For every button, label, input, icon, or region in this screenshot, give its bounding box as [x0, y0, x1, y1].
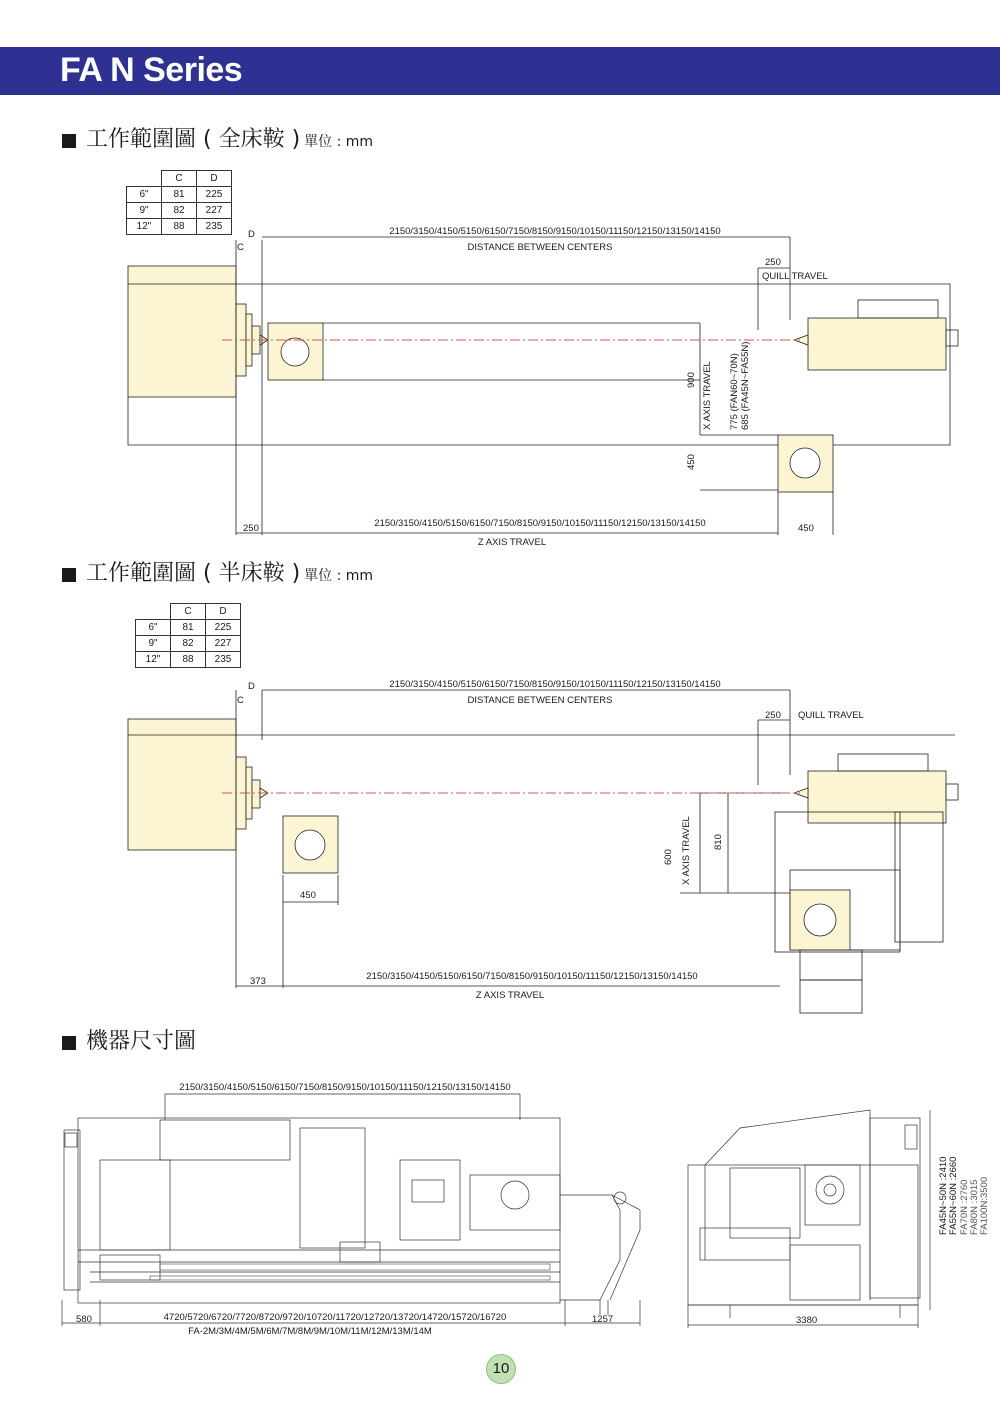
headstock-body	[128, 266, 236, 397]
headstock-body	[128, 719, 236, 850]
table-cell: 12"	[136, 652, 171, 668]
dim-z-axis-label: Z AXIS TRAVEL	[477, 537, 547, 548]
machine-side-view	[688, 1110, 930, 1328]
dim-right-450: 450	[798, 523, 814, 534]
table-cell: 225	[197, 187, 232, 203]
dim-label-c: C	[237, 695, 244, 706]
table-cell: 6"	[127, 187, 162, 203]
machine-height-2: FA55N~60N :2660	[948, 1156, 959, 1235]
machine-dim-3380: 3380	[796, 1315, 818, 1326]
machine-height-4: FA80N :3015	[969, 1179, 980, 1235]
table-cell: 235	[206, 652, 241, 668]
dim-label-d: D	[248, 229, 255, 240]
dim-lengths: 2150/3150/4150/5150/6150/7150/8150/9150/10150/11150/12150/13150/14150	[389, 226, 721, 237]
dim-quill-value: 250	[765, 710, 781, 721]
dim-x-axis-label: X AXIS TRAVEL	[702, 361, 713, 430]
table-cell: 82	[162, 203, 197, 219]
dim-left-250: 250	[243, 523, 259, 534]
dim-x-450: 450	[686, 454, 697, 470]
machine-model-list: FA-2M/3M/4M/5M/6M/7M/8M/9M/10M/11M/12M/13M/14M	[188, 1326, 432, 1337]
dim-x-685: 685 (FA45N~FA55N)	[740, 341, 751, 430]
table-cell: 225	[206, 620, 241, 636]
dim-left-373: 373	[250, 976, 266, 987]
table-cell: 6"	[136, 620, 171, 636]
table-cell: 81	[171, 620, 206, 636]
dim-label-c: C	[237, 242, 244, 253]
dim-x-775: 775 (FAN60~70N)	[729, 353, 740, 430]
section-title: 工作範圍圖 ( 半床鞍 )	[86, 561, 301, 586]
table-cell: 9"	[136, 636, 171, 652]
table-cell: 88	[171, 652, 206, 668]
dim-z-lengths: 2150/3150/4150/5150/6150/7150/8150/9150/10150/11150/12150/13150/14150	[366, 971, 698, 982]
tailstock-body	[808, 318, 946, 370]
series-title: FA N Series	[60, 51, 243, 89]
dim-x-600: 600	[663, 849, 674, 865]
dim-distance-between-centers: DISTANCE BETWEEN CENTERS	[467, 695, 613, 706]
table-cell: 227	[197, 203, 232, 219]
dim-distance-between-centers: DISTANCE BETWEEN CENTERS	[467, 242, 613, 253]
working-range-diagram-half-saddle	[128, 690, 958, 1013]
machine-top-lengths: 2150/3150/4150/5150/6150/7150/8150/9150/10150/11150/12150/13150/14150	[179, 1082, 511, 1093]
dim-quill-label: QUILL TRAVEL	[762, 271, 828, 282]
machine-front-view	[62, 1094, 640, 1326]
section-title: 工作範圍圖 ( 全床鞍 )	[86, 127, 301, 152]
machine-height-1: FA45N~50N :2410	[938, 1156, 949, 1235]
dim-lengths: 2150/3150/4150/5150/6150/7150/8150/9150/10150/11150/12150/13150/14150	[389, 679, 721, 690]
machine-height-5: FA100N:3500	[979, 1176, 990, 1235]
table-header-cell: C	[171, 604, 206, 620]
table-header-cell: D	[206, 604, 241, 620]
tailstock-body	[808, 771, 946, 823]
section-unit: 單位 : mm	[304, 568, 374, 584]
page-number-badge: 10	[486, 1354, 516, 1384]
table-cell: 235	[197, 219, 232, 235]
dim-x-810: 810	[713, 834, 724, 850]
table-header-cell: C	[162, 171, 197, 187]
table-header-cell: D	[197, 171, 232, 187]
table-cell: 227	[206, 636, 241, 652]
machine-overall-lengths: 4720/5720/6720/7720/8720/9720/10720/11720/12720/13720/14720/15720/16720	[163, 1312, 507, 1323]
machine-dim-1257: 1257	[592, 1314, 614, 1325]
dim-x-axis-label: X AXIS TRAVEL	[681, 816, 692, 885]
dim-z-axis-label: Z AXIS TRAVEL	[475, 990, 545, 1001]
section-title: 機器尺寸圖	[86, 1029, 197, 1054]
dim-quill-value: 250	[765, 257, 781, 268]
dim-width-450: 450	[300, 890, 316, 901]
section-unit: 單位 : mm	[304, 134, 374, 150]
machine-dim-580: 580	[76, 1314, 92, 1325]
working-range-diagram-full-saddle	[128, 237, 958, 535]
dim-z-lengths: 2150/3150/4150/5150/6150/7150/8150/9150/10150/11150/12150/13150/14150	[374, 518, 706, 529]
machine-height-3: FA70N :2760	[959, 1179, 970, 1235]
table-cell: 88	[162, 219, 197, 235]
table-cell: 12"	[127, 219, 162, 235]
table-cell: 81	[162, 187, 197, 203]
table-cell: 9"	[127, 203, 162, 219]
dim-label-d: D	[248, 681, 255, 692]
table-cell: 82	[171, 636, 206, 652]
dim-quill-label: QUILL TRAVEL	[798, 710, 864, 721]
dim-x-900: 900	[686, 372, 697, 388]
